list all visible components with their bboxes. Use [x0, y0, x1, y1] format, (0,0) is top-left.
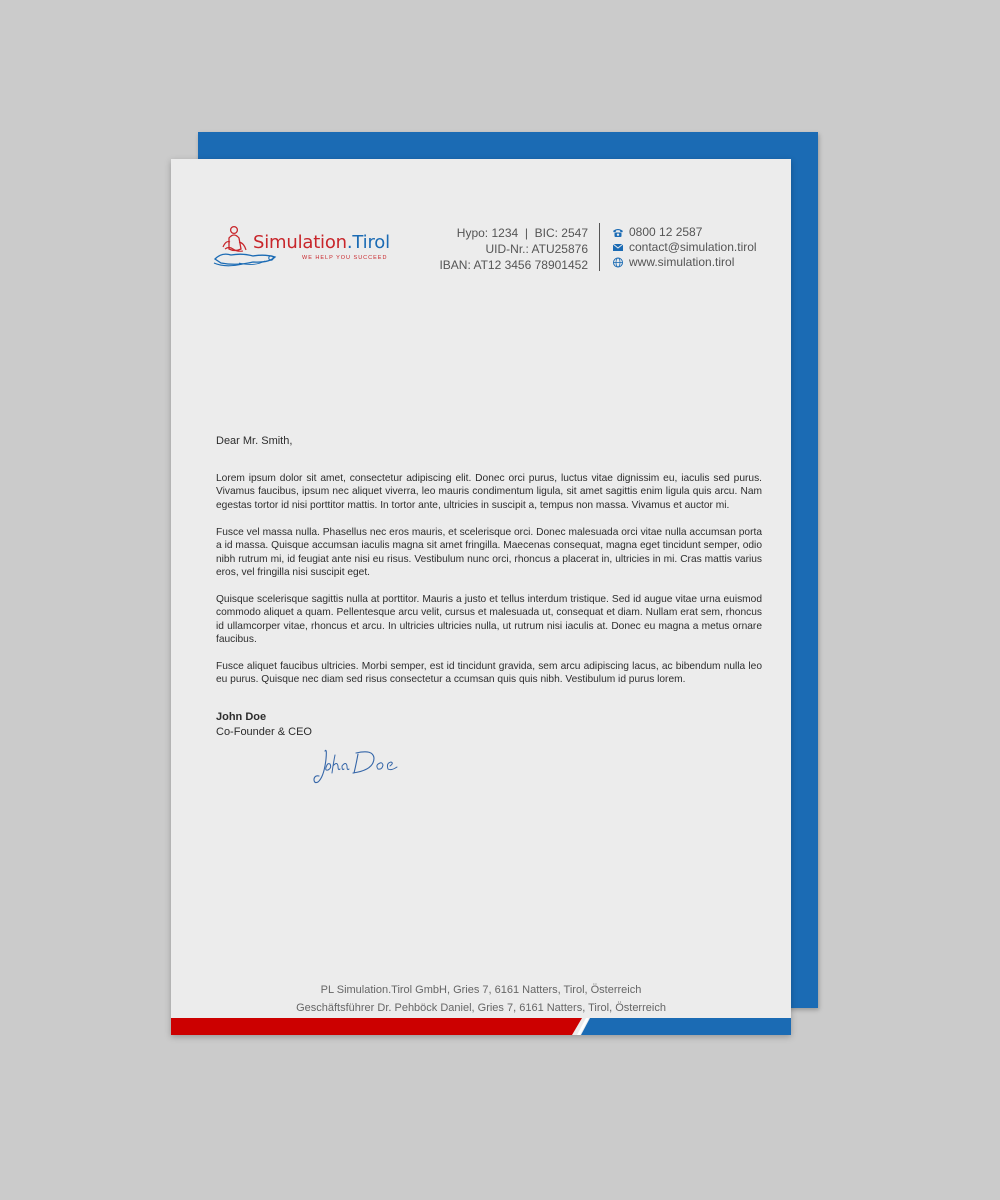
bank-line-uid: UID-Nr.: ATU25876	[485, 242, 588, 256]
header-divider	[599, 223, 600, 271]
contact-web[interactable]: www.simulation.tirol	[629, 255, 735, 269]
contact-web-row	[612, 255, 757, 270]
logo-name-dot: .	[346, 232, 353, 253]
contact-info	[612, 225, 757, 270]
letter-paragraph: Quisque scelerisque sagittis nulla at porttitor. Mauris a justo et tellus interdum tristique. Sed id augue vitae urna euismod commodo aliquet a quam. Pellentesque arcu velit, cursus et malesuada ut, consequat et diam. Nullam erat sem, rhoncus id ullamcorper vitae, rhoncus et arcu. In ultricies ultricies nulla, ut rutrum nisi iaculis at. Donec eu magna a metus ornare faucibus.	[216, 593, 762, 646]
sender-title: Co-Founder & CEO	[216, 725, 312, 738]
bank-info	[411, 225, 588, 273]
company-logo	[213, 225, 388, 269]
letter-body	[216, 435, 762, 740]
globe-icon	[612, 257, 624, 268]
footer-line-director: Geschäftsführer Dr. Pehböck Daniel, Gries 7, 6161 Natters, Tirol, Österreich	[296, 1002, 666, 1014]
mail-icon	[612, 242, 624, 253]
contact-phone: 0800 12 2587	[629, 225, 703, 239]
logo-wordmark	[253, 232, 390, 253]
letter-paragraph: Fusce vel massa nulla. Phasellus nec eros mauris, et scelerisque orci. Donec malesuada orci vitae nulla accumsan porta a id massa. Quisque accumsan iaculis magna sit amet fringilla. Maecenas consequat, magna eget tincidunt semper, odio nibh rutrum mi, id feugiat ante nisi eu risus. Vestibulum nunc orci, rhoncus a placerat in, ultricies in mi. Cras mattis varius eros, vel fringilla nisi suscipit eget.	[216, 526, 762, 578]
contact-email-row	[612, 240, 757, 255]
handwritten-signature	[311, 745, 406, 787]
bank-line-iban: IBAN: AT12 3456 78901452	[439, 258, 588, 272]
footer-address	[171, 981, 791, 1017]
footer-line-company: PL Simulation.Tirol GmbH, Gries 7, 6161 Natters, Tirol, Österreich	[320, 984, 642, 996]
logo-name-part2: Tirol	[352, 232, 390, 253]
letterhead-page	[171, 159, 791, 1035]
sender-name: John Doe	[216, 710, 267, 723]
phone-icon	[612, 227, 624, 238]
contact-phone-row	[612, 225, 757, 240]
salutation: Dear Mr. Smith,	[216, 435, 293, 447]
logo-name-part1: Simulation	[253, 232, 347, 253]
footer-color-bar	[171, 1018, 791, 1035]
letter-paragraph: Lorem ipsum dolor sit amet, consectetur adipiscing elit. Donec orci purus, luctus vitae dignissim eu, iaculis sed purus. Vivamus faucibus, ipsum nec aliquet viverra, leo mauris condimentum ligula, sit amet sagittis enim ligula quis arcu. Nam egestas tortor id nisi porttitor mattis. In tortor ante, ultricies in suscipit a, tempus non massa. Vivamus et auctor mi.	[216, 473, 762, 511]
letter-paragraph: Fusce aliquet faucibus ultricies. Morbi semper, est id tincidunt gravida, sem arcu adipiscing lacus, ac bibendum nulla leo eu purus. Quisque nec diam sed risus consectetur a ccumsan quis quis nibh. Vestibulum id purus lorem.	[216, 660, 762, 686]
contact-email[interactable]: contact@simulation.tirol	[629, 240, 757, 254]
bank-line-hypo-bic: Hypo: 1234 | BIC: 2547	[456, 226, 588, 240]
logo-tagline: WE HELP YOU SUCCEED	[302, 255, 388, 261]
